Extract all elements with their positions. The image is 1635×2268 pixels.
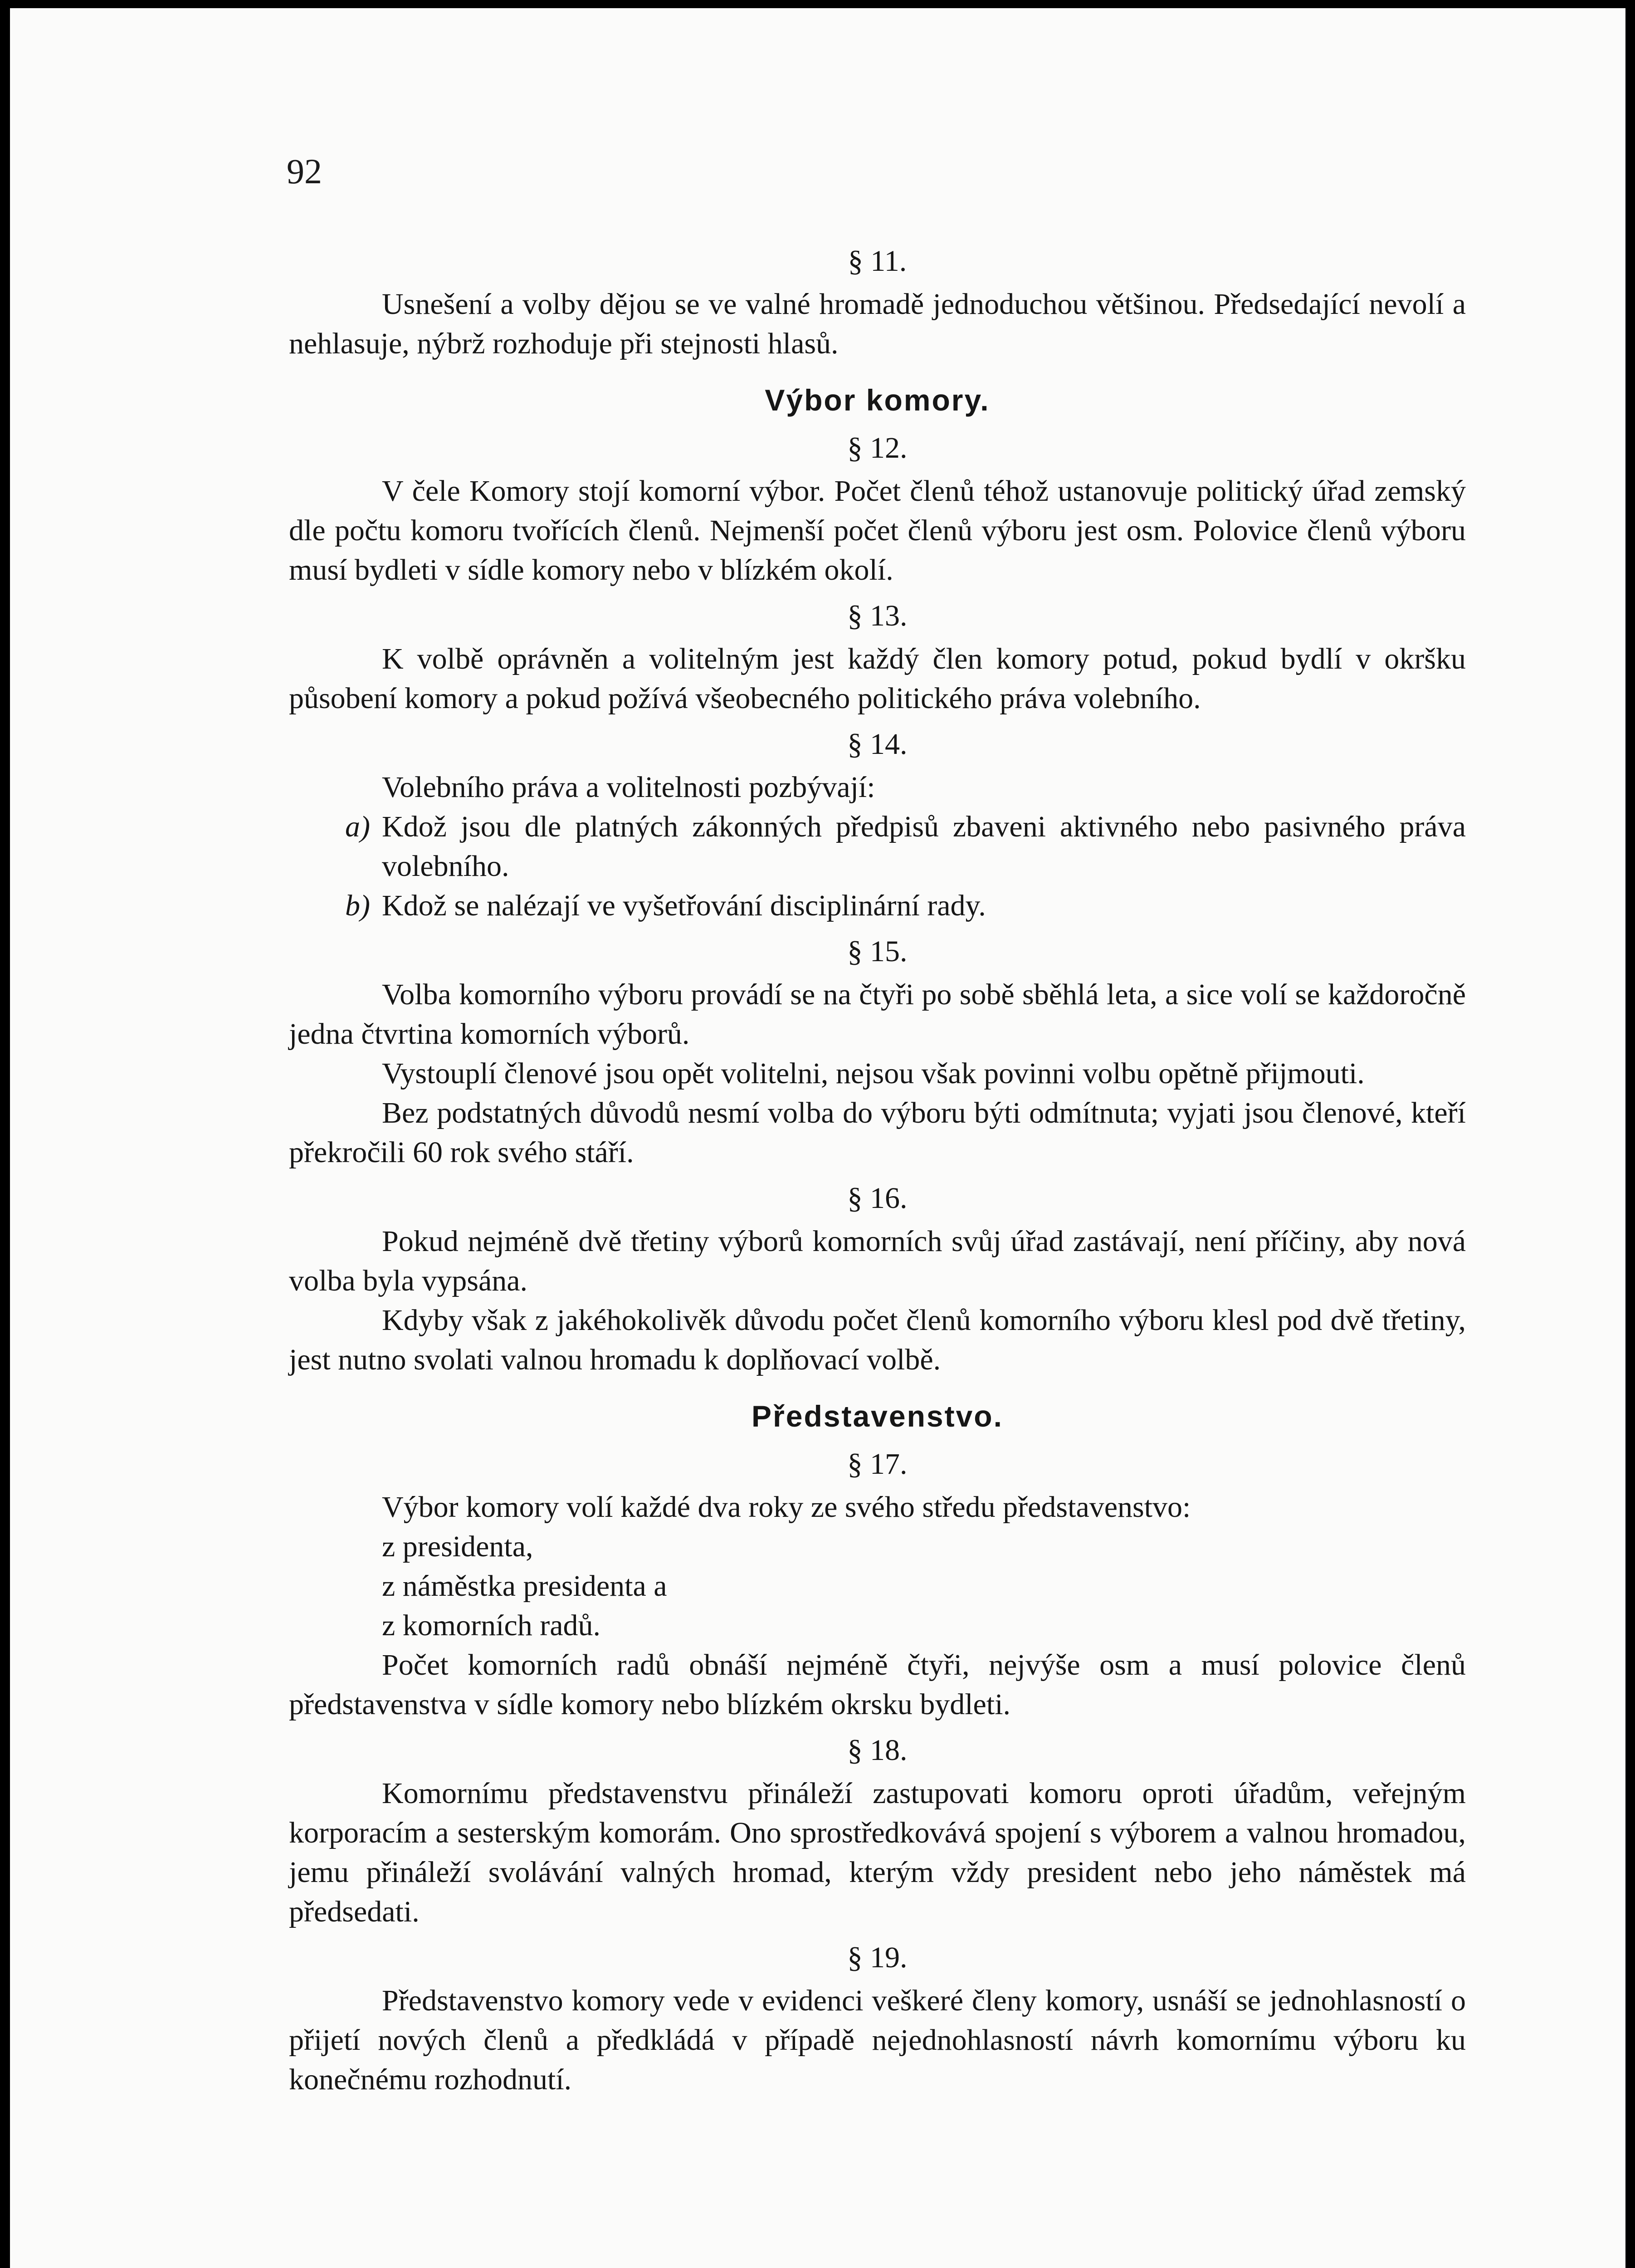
paragraph: Usnešení a volby dějou se ve valné hromadě jednoduchou většinou. Předsedající nevolí a nehlasuje, nýbrž rozhoduje při stejnosti hlasů. — [289, 288, 1466, 360]
paragraph: K volbě oprávněn a volitelným jest každý člen komory potud, pokud bydlí v okršku působení komory a pokud požívá všeobecného politického práva volebního. — [289, 642, 1466, 715]
paragraph: Volebního práva a volitelnosti pozbývají: — [382, 771, 875, 804]
section-mark: § 14. — [847, 728, 908, 761]
paragraph: Výbor komory volí každé dva roky ze svého středu představenstvo: — [382, 1491, 1191, 1524]
section-mark: § 17. — [847, 1447, 908, 1481]
list-line: z komorních radů. — [382, 1609, 601, 1642]
list-item-text: Kdož se nalézají ve vyšetřování disciplinární rady. — [382, 889, 986, 922]
page-body — [289, 235, 1466, 2099]
list-item-marker: a) — [345, 810, 370, 843]
scanned-page — [10, 8, 1625, 2268]
list-line: z presidenta, — [382, 1530, 533, 1563]
paragraph: Komornímu představenstvu přináleží zastupovati komoru oproti úřadům, veřejným korporacím a sesterským komorám. Ono sprostředkovává spojení s výborem a valnou hromadou, jemu přináleží svolávání valných hromad, kterým vždy president nebo jeho náměstek má předsedati. — [289, 1777, 1466, 1928]
paragraph: Pokud nejméně dvě třetiny výborů komorních svůj úřad zastávají, není příčiny, aby nová volba byla vypsána. — [289, 1225, 1466, 1297]
section-mark: § 13. — [847, 599, 908, 632]
list-item — [289, 886, 1466, 925]
list-line: z náměstka presidenta a — [382, 1569, 667, 1603]
list-item-marker: b) — [345, 889, 370, 922]
page-number: 92 — [287, 152, 322, 191]
section-mark: § 12. — [847, 431, 908, 464]
section-mark: § 18. — [847, 1734, 908, 1767]
paragraph: Vystouplí členové jsou opět volitelni, nejsou však povinni volbu opětně přijmouti. — [382, 1057, 1365, 1090]
section-mark: § 19. — [847, 1941, 908, 1974]
paragraph: Bez podstatných důvodů nesmí volba do výboru býti odmítnuta; vyjati jsou členové, kteří překročili 60 rok svého stáří. — [289, 1096, 1466, 1169]
section-heading: Představenstvo. — [752, 1399, 1003, 1433]
section-mark: § 15. — [847, 935, 908, 968]
section-mark: § 16. — [847, 1182, 908, 1215]
paragraph: Představenstvo komory vede v evidenci veškeré členy komory, usnáší se jednohlasností o přijetí nových členů a předkládá v případě nejednohlasností návrh komornímu výboru ku konečnému rozhodnutí. — [289, 1984, 1466, 2096]
list-item — [289, 807, 1466, 886]
paragraph: V čele Komory stojí komorní výbor. Počet členů téhož ustanovuje politický úřad zemský dle počtu komoru tvořících členů. Nejmenší počet členů výboru jest osm. Polovice členů výboru musí bydleti v sídle komory nebo v blízkém okolí. — [289, 474, 1466, 587]
paragraph: Kdyby však z jakéhokolivěk důvodu počet členů komorního výboru klesl pod dvě třetiny, jest nutno svolati valnou hromadu k doplňovací volbě. — [289, 1304, 1466, 1376]
paragraph: Počet komorních radů obnáší nejméně čtyři, nejvýše osm a musí polovice členů představenstva v sídle komory nebo blízkém okrsku bydleti. — [289, 1648, 1466, 1721]
paragraph: Volba komorního výboru provádí se na čtyři po sobě sběhlá leta, a sice volí se každoročně jedna čtvrtina komorních výborů. — [289, 978, 1466, 1051]
section-mark: § 11. — [848, 244, 907, 278]
list-item-text: Kdož jsou dle platných zákonných předpisů zbaveni aktivného nebo pasivného práva volebního. — [382, 810, 1466, 883]
section-heading: Výbor komory. — [765, 383, 990, 417]
